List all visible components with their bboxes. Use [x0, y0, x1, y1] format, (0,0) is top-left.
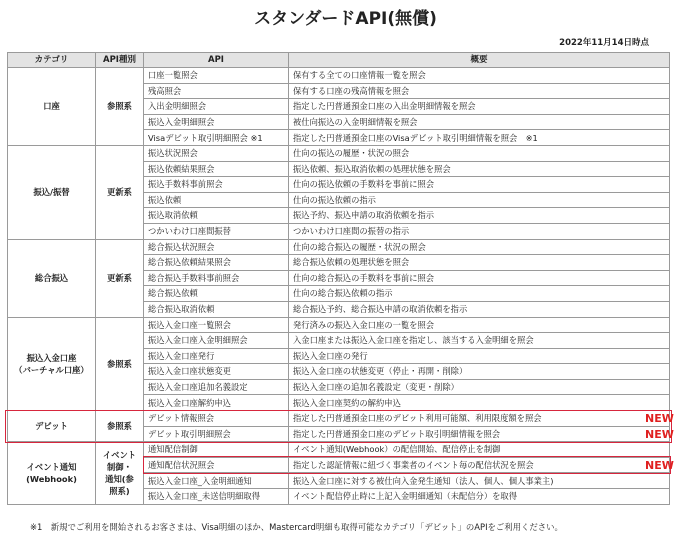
- api-name-cell: 通知配信状況照会: [144, 457, 289, 473]
- api-type-cell: 更新系: [96, 239, 144, 317]
- category-cell: イベント通知 (Webhook): [8, 442, 96, 504]
- api-name-cell: 振込依頼: [144, 192, 289, 208]
- api-description-cell: 総合振込予約、総合振込申請の取消依頼を指示: [289, 301, 670, 317]
- api-name-cell: 振込入金口座一覧照会: [144, 317, 289, 333]
- api-name-cell: 通知配信制御: [144, 442, 289, 458]
- table-row: [8, 68, 670, 84]
- api-description-cell: 仕向の振込依頼の手数料を事前に照会: [289, 177, 670, 193]
- footnote: ※1 新規でご利用を開始されるお客さまは、Visa明細のほか、Mastercard明細も取得可能なカテゴリ「デビット」のAPIをご利用ください。: [30, 522, 563, 532]
- category-cell: 口座: [8, 68, 96, 146]
- api-description-cell: 指定した認証情報に紐づく事業者のイベント毎の配信状況を照会: [289, 457, 670, 473]
- api-name-cell: デビット取引明細照会: [144, 426, 289, 442]
- table-row: [8, 317, 670, 333]
- api-name-cell: 総合振込依頼結果照会: [144, 255, 289, 271]
- table-row: [8, 239, 670, 255]
- api-description-cell: 指定した円普通預金口座のVisaデビット取引明細情報を照会 ※1: [289, 130, 670, 146]
- api-description-cell: イベント通知(Webhook）の配信開始、配信停止を制御: [289, 442, 670, 458]
- api-name-cell: デビット情報照会: [144, 411, 289, 427]
- api-name-cell: 振込手数料事前照会: [144, 177, 289, 193]
- api-name-cell: 振込入金口座入金明細照会: [144, 333, 289, 349]
- category-cell: 振込入金口座 （バーチャル口座）: [8, 317, 96, 411]
- category-cell: 振込/振替: [8, 145, 96, 239]
- api-description-cell: 振込入金口座の追加名義設定（変更・削除）: [289, 379, 670, 395]
- api-name-cell: 総合振込状況照会: [144, 239, 289, 255]
- api-description-cell: 振込入金口座契約の解約申込: [289, 395, 670, 411]
- api-type-cell: 更新系: [96, 145, 144, 239]
- header-api-type: API種別: [96, 53, 144, 68]
- api-description-cell: 振込依頼、振込取消依頼の処理状態を照会: [289, 161, 670, 177]
- api-description-cell: 指定した円普通預金口座のデビット取引明細情報を照会: [289, 426, 670, 442]
- api-description-cell: 入金口座または振込入金口座を指定し、該当する入金明細を照会: [289, 333, 670, 349]
- api-description-cell: 振込入金口座の状態変更（停止・再開・削除）: [289, 364, 670, 380]
- api-description-cell: 仕向の総合振込の履歴・状況の照会: [289, 239, 670, 255]
- api-name-cell: つかいわけ口座間振替: [144, 223, 289, 239]
- api-type-cell: 参照系: [96, 317, 144, 411]
- api-type-cell: イベント 制御・ 通知(参 照系): [96, 442, 144, 504]
- api-name-cell: 総合振込依頼: [144, 286, 289, 302]
- api-name-cell: 総合振込取消依頼: [144, 301, 289, 317]
- api-name-cell: 残高照会: [144, 83, 289, 99]
- table-row: [8, 442, 670, 458]
- api-description-cell: 仕向の総合振込の手数料を事前に照会: [289, 270, 670, 286]
- api-name-cell: Visaデビット取引明細照会 ※1: [144, 130, 289, 146]
- api-table: [7, 52, 670, 505]
- api-description-cell: 保有する口座の残高情報を照会: [289, 83, 670, 99]
- api-description-cell: 振込予約、振込申請の取消依頼を指示: [289, 208, 670, 224]
- api-name-cell: 振込入金口座発行: [144, 348, 289, 364]
- api-name-cell: 振込依頼結果照会: [144, 161, 289, 177]
- table-row: [8, 411, 670, 427]
- api-description-cell: 総合振込依頼の処理状態を照会: [289, 255, 670, 271]
- api-description-cell: 指定した円普通預金口座のデビット利用可能額、利用限度額を照会: [289, 411, 670, 427]
- api-name-cell: 入出金明細照会: [144, 99, 289, 115]
- api-description-cell: イベント配信停止時に上記入金明細通知（未配信分）を取得: [289, 489, 670, 505]
- api-name-cell: 振込状況照会: [144, 145, 289, 161]
- header-api: API: [144, 53, 289, 68]
- api-description-cell: 振込入金口座の発行: [289, 348, 670, 364]
- new-badge: NEW: [645, 459, 674, 473]
- table-body: [8, 68, 670, 505]
- api-description-cell: 保有する全ての口座情報一覧を照会: [289, 68, 670, 84]
- api-description-cell: 振込入金口座に対する被仕向入金発生通知（法人、個人、個人事業主): [289, 473, 670, 489]
- api-name-cell: 総合振込手数料事前照会: [144, 270, 289, 286]
- api-description-cell: 仕向の振込依頼の指示: [289, 192, 670, 208]
- api-name-cell: 振込入金明細照会: [144, 114, 289, 130]
- api-name-cell: 口座一覧照会: [144, 68, 289, 84]
- api-type-cell: 参照系: [96, 68, 144, 146]
- api-description-cell: つかいわけ口座間の振替の指示: [289, 223, 670, 239]
- table-row: [8, 145, 670, 161]
- api-type-cell: 参照系: [96, 411, 144, 442]
- page-title: スタンダードAPI(無償): [254, 9, 437, 29]
- header-category: カテゴリ: [8, 53, 96, 68]
- api-name-cell: 振込入金口座状態変更: [144, 364, 289, 380]
- api-name-cell: 振込入金口座_未送信明細取得: [144, 489, 289, 505]
- api-description-cell: 発行済みの振込入金口座の一覧を照会: [289, 317, 670, 333]
- new-badge: NEW: [645, 427, 674, 441]
- api-description-cell: 指定した円普通預金口座の入出金明細情報を照会: [289, 99, 670, 115]
- table-header-row: [8, 53, 670, 68]
- api-name-cell: 振込入金口座_入金明細通知: [144, 473, 289, 489]
- category-cell: 総合振込: [8, 239, 96, 317]
- api-description-cell: 被仕向振込の入金明細情報を照会: [289, 114, 670, 130]
- api-name-cell: 振込入金口座追加名義設定: [144, 379, 289, 395]
- header-desc: 概要: [289, 53, 670, 68]
- new-badge: NEW: [645, 412, 674, 426]
- api-name-cell: 振込取消依頼: [144, 208, 289, 224]
- as-of-date: 2022年11月14日時点: [559, 38, 649, 48]
- api-name-cell: 振込入金口座解約申込: [144, 395, 289, 411]
- api-description-cell: 仕向の振込の履歴・状況の照会: [289, 145, 670, 161]
- api-description-cell: 仕向の総合振込依頼の指示: [289, 286, 670, 302]
- category-cell: デビット: [8, 411, 96, 442]
